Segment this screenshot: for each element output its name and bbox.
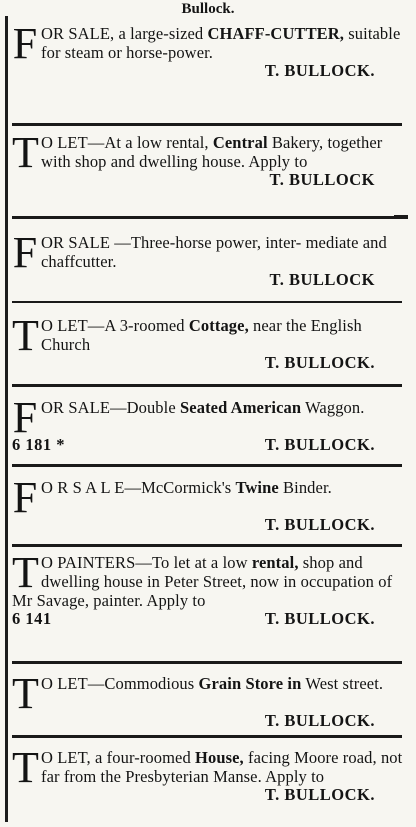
drop-cap: F bbox=[12, 228, 38, 277]
ad-signature-row bbox=[12, 712, 410, 730]
ad-body: O PAINTERS—To let at a low rental, shop and dwelling house in Peter Street, now in occupation of Mr Savage, painter. Apply to bbox=[12, 553, 393, 610]
ad-body: O LET, a four-roomed House, facing Moore road, not far from the Presbyterian Manse. Apply to bbox=[41, 748, 403, 786]
drop-cap: F bbox=[12, 19, 38, 68]
ad-grain-store bbox=[12, 669, 410, 730]
ad-signature-row bbox=[12, 62, 410, 80]
ad-waggon bbox=[12, 393, 410, 454]
ad-body: O LET—At a low rental, Central Bakery, together with shop and dwelling house. Apply to bbox=[41, 133, 383, 171]
drop-cap: T bbox=[12, 548, 39, 597]
ad-body: OR SALE—Double Seated American Waggon. bbox=[41, 398, 365, 417]
ad-horse-power bbox=[12, 228, 410, 289]
ad-body: OR SALE, a large-sized CHAFF-CUTTER, suitable for steam or horse-power. bbox=[41, 24, 401, 62]
divider-rule bbox=[12, 123, 402, 126]
ad-signature: T. BULLOCK. bbox=[264, 353, 375, 372]
ad-signature-row bbox=[12, 354, 410, 372]
ad-signature: T. BULLOCK. bbox=[264, 609, 375, 628]
drop-cap: T bbox=[12, 311, 39, 360]
ad-house bbox=[12, 743, 410, 804]
drop-cap: F bbox=[12, 473, 38, 522]
ad-body: O R S A L E—McCormick's Twine Binder. bbox=[41, 478, 332, 497]
divider-rule bbox=[12, 384, 402, 387]
ad-signature: T. BULLOCK. bbox=[264, 785, 375, 804]
ad-signature: T. BULLOCK. bbox=[264, 61, 375, 80]
column-header: Bullock. bbox=[181, 1, 235, 17]
divider-rule bbox=[12, 544, 402, 547]
ad-signature-row bbox=[12, 171, 410, 189]
ad-cottage bbox=[12, 311, 410, 372]
divider-rule bbox=[12, 216, 402, 219]
ad-bakery bbox=[12, 128, 410, 189]
drop-cap: T bbox=[12, 743, 39, 792]
divider-rule-end bbox=[394, 215, 408, 219]
ad-signature: T. BULLOCK bbox=[269, 170, 375, 189]
drop-cap: F bbox=[12, 393, 38, 442]
divider-rule bbox=[12, 661, 402, 664]
ad-signature-row bbox=[12, 271, 410, 289]
column-rule bbox=[5, 16, 8, 822]
drop-cap: T bbox=[12, 669, 39, 718]
divider-rule bbox=[12, 464, 402, 467]
ad-painters bbox=[12, 548, 410, 628]
ad-signature: T. BULLOCK. bbox=[264, 711, 375, 730]
divider-rule bbox=[12, 301, 402, 303]
ad-signature: T. BULLOCK. bbox=[264, 435, 375, 454]
drop-cap: T bbox=[12, 128, 39, 177]
ad-ref: 6 181 * bbox=[12, 435, 65, 454]
ad-binder bbox=[12, 473, 410, 534]
ad-signature-row bbox=[12, 786, 410, 804]
ad-signature-row bbox=[12, 610, 410, 628]
ad-ref: 6 141 bbox=[12, 609, 52, 628]
ad-signature: T. BULLOCK. bbox=[264, 515, 375, 534]
ad-body: OR SALE —Three-horse power, inter- mediate and chaffcutter. bbox=[41, 233, 387, 271]
ad-signature-row bbox=[12, 516, 410, 534]
ad-body: O LET—A 3-roomed Cottage, near the English Church bbox=[41, 316, 362, 354]
ad-body: O LET—Commodious Grain Store in West street. bbox=[41, 674, 384, 693]
ad-chaff-cutter bbox=[12, 19, 410, 80]
ad-signature-row bbox=[12, 436, 410, 454]
ad-signature: T. BULLOCK bbox=[269, 270, 375, 289]
divider-rule bbox=[12, 735, 402, 738]
